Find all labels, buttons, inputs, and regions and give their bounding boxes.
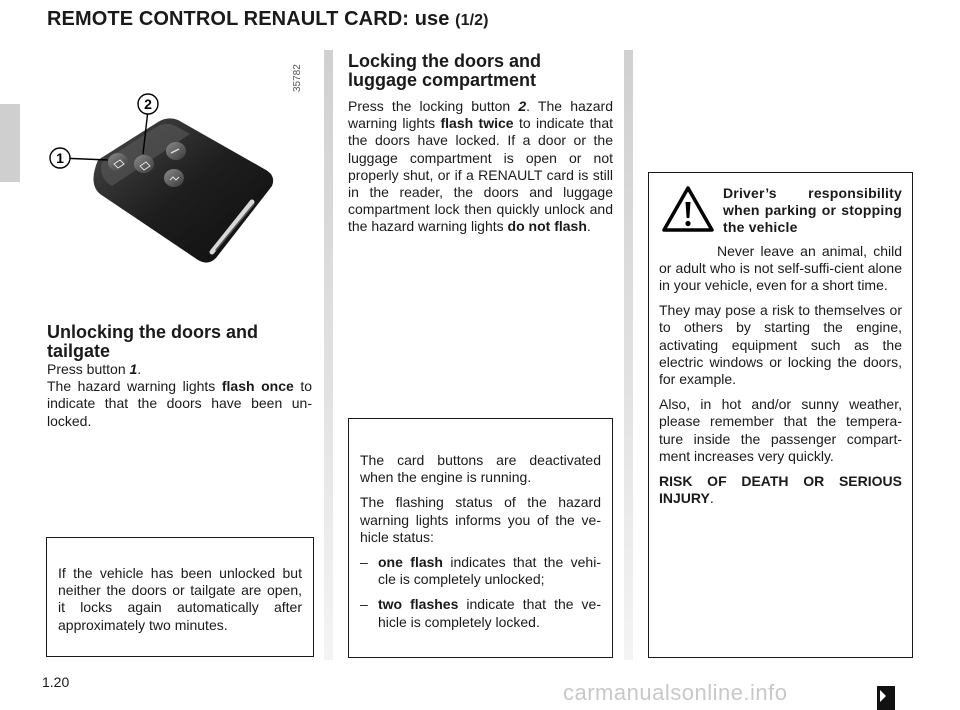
list-dash: –	[360, 554, 368, 571]
warning-p3: Also, in hot and/or sunny weather, please remember that the tempera-ture inside the passenger compart-ment increases very quickly.	[659, 396, 902, 464]
unlocking-line1-end: .	[137, 361, 142, 377]
locking-button-number: 2	[518, 98, 527, 114]
unlocking-button-number: 1	[129, 361, 138, 377]
chapter-tab	[0, 104, 20, 182]
unlocking-line1: Press button	[47, 361, 130, 377]
unlocking-heading: Unlocking the doors and tailgate	[47, 322, 259, 361]
flash-status-list	[360, 554, 601, 631]
watermark: carmanualsonline.info	[563, 680, 788, 705]
locking-text-2: . The hazard warning lights	[348, 98, 613, 132]
callout-2: 2	[144, 96, 152, 112]
unlocking-line2-end: to indicate that the doors have been un-locked.	[47, 378, 312, 429]
warning-p2: They may pose a risk to themselves or to others by starting the engine, activating equipment such as the electric windows or locking the doors, for example.	[659, 302, 902, 388]
warning-p1: Never leave an animal, child or adult who is not self-suffi-cient alone in your vehicle, even for a short time.	[659, 242, 902, 294]
unlocking-section	[47, 323, 312, 430]
buttons-note	[348, 418, 613, 658]
warning-box	[648, 172, 913, 658]
column-rule-right	[624, 50, 633, 660]
locking-heading: Locking the doors and luggage compartment	[348, 51, 542, 90]
warning-p4	[659, 473, 902, 507]
locking-text-3: to indicate that the doors have locked. If a door or the luggage compartment is open or not properly shut, or if a RENAULT card is still in the reader, the doors and luggage compartment lock then quickly unlock and the hazard warning lights	[348, 115, 613, 235]
page-title	[47, 8, 489, 31]
page-number: 1.20	[42, 674, 70, 690]
auto-relock-text: If the vehicle has been unlocked but neither the doors or tailgate are open, it locks again automatically after approximately two minutes.	[58, 565, 302, 633]
risk-text: RISK OF DEATH OR SERIOUS INJURY	[659, 473, 902, 507]
locking-section	[348, 52, 613, 236]
auto-relock-note	[46, 537, 314, 657]
unlocking-line2: The hazard warning lights	[47, 378, 222, 395]
one-flash-text: one flash	[378, 554, 443, 571]
list-item	[360, 554, 601, 588]
list-dash: –	[360, 596, 368, 613]
list-item	[360, 596, 601, 630]
renault-card-illustration	[40, 52, 320, 282]
flash-twice-text: flash twice	[440, 115, 514, 132]
buttons-note-p2: The flashing status of the hazard warning lights informs you of the ve-hicle status:	[360, 494, 601, 545]
warning-header	[659, 185, 902, 237]
buttons-note-p1: The card buttons are deactivated when the engine is running.	[360, 452, 601, 486]
next-page-marker	[877, 686, 895, 710]
column-rule-left	[324, 50, 333, 660]
unlocking-text	[47, 361, 312, 430]
two-flashes-desc: indicate that the ve-hicle is completely locked.	[378, 596, 602, 630]
page-title-part: (1/2)	[455, 12, 489, 29]
two-flashes-text: two flashes	[378, 596, 459, 613]
one-flash-desc: indicates that the vehi-cle is completely unlocked;	[378, 554, 601, 588]
warning-triangle-icon	[661, 185, 715, 233]
callout-1: 1	[56, 150, 64, 166]
locking-text	[348, 98, 613, 236]
locking-text-4: .	[586, 218, 591, 235]
image-reference: 35782	[292, 64, 303, 92]
flash-once-text: flash once	[221, 378, 294, 395]
do-not-flash-text: do not flash	[507, 218, 587, 235]
page-title-main: REMOTE CONTROL RENAULT CARD: use	[47, 8, 450, 30]
risk-text-end: .	[709, 490, 714, 507]
warning-title: Driver’s responsibility when parking or stopping the vehicle	[723, 185, 902, 236]
locking-text-1: Press the locking button	[348, 98, 519, 114]
